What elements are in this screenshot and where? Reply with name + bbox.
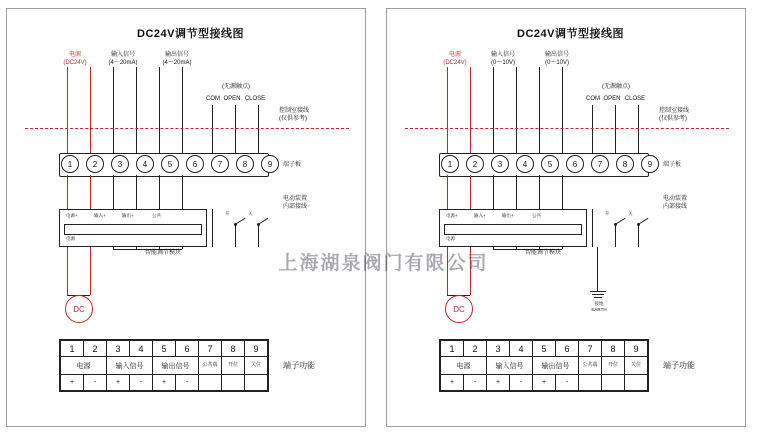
top-label-output-left: 输出信号 (4～20mA) bbox=[162, 52, 192, 67]
panel-title-left: DC24V调节型接线图 bbox=[137, 28, 244, 40]
cell-func-output-right: 输出信号 bbox=[533, 357, 579, 375]
wire-open-left bbox=[235, 105, 236, 153]
terminal-1-left[interactable]: 1 bbox=[61, 155, 79, 173]
terminal-6-left[interactable]: 6 bbox=[186, 155, 204, 173]
terminal-row-right bbox=[441, 155, 659, 173]
cell-num-1-left: 1 bbox=[61, 341, 84, 357]
cell-func-input-right: 输入信号 bbox=[487, 357, 533, 375]
cell-num-5-right: 5 bbox=[533, 341, 556, 357]
cell-pol-9-right bbox=[625, 375, 648, 391]
cell-num-7-left: 7 bbox=[199, 341, 222, 357]
cell-pol-2-right: - bbox=[464, 375, 487, 391]
wire-output-minus-right bbox=[562, 67, 563, 153]
terminal-6-right[interactable]: 6 bbox=[566, 155, 584, 173]
module-label-right: 智能调节模块 bbox=[525, 250, 562, 256]
terminal-2-right[interactable]: 2 bbox=[466, 155, 484, 173]
cell-num-3-right: 3 bbox=[487, 341, 510, 357]
cell-num-1-right: 1 bbox=[441, 341, 464, 357]
cell-num-7-right: 7 bbox=[579, 341, 602, 357]
terminal-1-right[interactable]: 1 bbox=[441, 155, 459, 173]
terminal-board-label-left: 端子板 bbox=[283, 162, 302, 168]
contact-label-close-right: CLOSE bbox=[624, 96, 646, 102]
terminal-function-table-left bbox=[59, 339, 269, 392]
dashed-note-left: 控制室接线 (仅供参考) bbox=[279, 108, 310, 123]
wire-close-left bbox=[258, 105, 259, 153]
cell-func-open-left: 开位 bbox=[222, 357, 245, 375]
terminal-4-left[interactable]: 4 bbox=[136, 155, 154, 173]
contact-label-open-left: OPEN bbox=[223, 96, 241, 102]
module-label-left: 智能调节模块 bbox=[145, 250, 182, 256]
dashed-note-right: 控制室接线 (仅供参考) bbox=[659, 108, 690, 123]
contact-label-close-left: CLOSE bbox=[244, 96, 266, 102]
terminal-function-table-right bbox=[439, 339, 649, 392]
terminal-7-right[interactable]: 7 bbox=[591, 155, 609, 173]
top-label-input-left: 输入信号 (4～20mA) bbox=[108, 52, 138, 67]
cell-pol-7-right bbox=[579, 375, 602, 391]
earth-label-right: 接地 EARTH bbox=[591, 301, 607, 312]
table-title-right: 端子功能 bbox=[663, 361, 695, 370]
table-row-polarity-left bbox=[61, 375, 268, 391]
cell-num-6-left: 6 bbox=[176, 341, 199, 357]
control-module-left: 电源+ 输入+ 输出+ 公共 电源 bbox=[59, 209, 207, 247]
terminal-3-left[interactable]: 3 bbox=[111, 155, 129, 173]
terminal-7-left[interactable]: 7 bbox=[211, 155, 229, 173]
cell-func-open-right: 开位 bbox=[602, 357, 625, 375]
table-row-functions-right bbox=[441, 357, 648, 375]
control-module-right: 电源+ 输入+ 输出+ 公共 电源 bbox=[439, 209, 587, 247]
cell-func-power-left: 电源 bbox=[61, 357, 107, 375]
wire-input-minus-right bbox=[516, 67, 517, 153]
top-label-output-right: 输出信号 (0～10V) bbox=[544, 52, 569, 67]
cell-num-5-left: 5 bbox=[153, 341, 176, 357]
cell-num-3-left: 3 bbox=[107, 341, 130, 357]
control-room-divider-left bbox=[25, 128, 349, 129]
wire-output-plus-right bbox=[539, 67, 540, 153]
terminal-2-left[interactable]: 2 bbox=[86, 155, 104, 173]
terminal-9-left[interactable]: 9 bbox=[261, 155, 279, 173]
company-watermark: 上海湖泉阀门有限公司 bbox=[278, 253, 489, 274]
cell-num-8-left: 8 bbox=[222, 341, 245, 357]
cell-pol-7-left bbox=[199, 375, 222, 391]
contact-note-left: (无源触点) bbox=[222, 84, 250, 90]
cell-pol-9-left bbox=[245, 375, 268, 391]
cell-pol-4-right: - bbox=[510, 375, 533, 391]
control-room-divider-right bbox=[405, 128, 729, 129]
device-label-right: 电动装置 内部接线 bbox=[663, 196, 688, 211]
top-label-power-right: 电源 (DC24V) bbox=[443, 52, 467, 67]
dc-source-left: DC bbox=[65, 295, 93, 323]
terminal-8-right[interactable]: 8 bbox=[616, 155, 634, 173]
table-row-numbers-right bbox=[441, 341, 648, 357]
cell-func-close-left: 关位 bbox=[245, 357, 268, 375]
cell-num-9-left: 9 bbox=[245, 341, 268, 357]
terminal-board-label-right: 端子板 bbox=[663, 162, 682, 168]
wire-open-right bbox=[615, 105, 616, 153]
cell-pol-2-left: - bbox=[84, 375, 107, 391]
cell-pol-8-left bbox=[222, 375, 245, 391]
cell-func-common-left: 公共端 bbox=[199, 357, 222, 375]
switch-group-right: 开 关 bbox=[587, 209, 647, 247]
wire-power-plus-right bbox=[447, 67, 448, 153]
wire-power-plus-left bbox=[67, 67, 68, 153]
wire-com-right bbox=[592, 105, 593, 153]
wiring-diagram-panel-left bbox=[6, 8, 366, 427]
cell-func-input-left: 输入信号 bbox=[107, 357, 153, 375]
panel-title-right: DC24V调节型接线图 bbox=[517, 28, 624, 40]
wire-input-plus-left bbox=[113, 67, 114, 153]
terminal-9-right[interactable]: 9 bbox=[641, 155, 659, 173]
switch-group-left: 开 关 bbox=[207, 209, 267, 247]
contact-label-com-right: COM bbox=[586, 96, 600, 102]
cell-num-6-right: 6 bbox=[556, 341, 579, 357]
table-row-polarity-right bbox=[441, 375, 648, 391]
top-label-power-left: 电源 (DC24V) bbox=[63, 52, 87, 67]
top-label-input-right: 输入信号 (0～10V) bbox=[490, 52, 515, 67]
cell-func-output-left: 输出信号 bbox=[153, 357, 199, 375]
contact-label-com-left: COM bbox=[206, 96, 220, 102]
terminal-8-left[interactable]: 8 bbox=[236, 155, 254, 173]
wire-close-right bbox=[638, 105, 639, 153]
cell-pol-5-right: + bbox=[533, 375, 556, 391]
cell-pol-6-left: - bbox=[176, 375, 199, 391]
wire-output-minus-left bbox=[182, 67, 183, 153]
cell-num-2-right: 2 bbox=[464, 341, 487, 357]
cell-num-4-right: 4 bbox=[510, 341, 533, 357]
terminal-4-right[interactable]: 4 bbox=[516, 155, 534, 173]
wiring-diagram-panel-right bbox=[386, 8, 746, 427]
cell-func-common-right: 公共端 bbox=[579, 357, 602, 375]
cell-pol-3-left: + bbox=[107, 375, 130, 391]
dc-source-right: DC bbox=[445, 295, 473, 323]
wire-power-minus-left bbox=[90, 67, 91, 153]
cell-num-4-left: 4 bbox=[130, 341, 153, 357]
terminal-3-right[interactable]: 3 bbox=[491, 155, 509, 173]
cell-pol-3-right: + bbox=[487, 375, 510, 391]
wire-input-minus-left bbox=[136, 67, 137, 153]
terminal-row-left bbox=[61, 155, 279, 173]
cell-pol-8-right bbox=[602, 375, 625, 391]
terminal-5-left[interactable]: 5 bbox=[161, 155, 179, 173]
cell-pol-1-right: + bbox=[441, 375, 464, 391]
wire-com-left bbox=[212, 105, 213, 153]
cell-num-8-right: 8 bbox=[602, 341, 625, 357]
cell-func-power-right: 电源 bbox=[441, 357, 487, 375]
cell-pol-1-left: + bbox=[61, 375, 84, 391]
cell-pol-6-right: - bbox=[556, 375, 579, 391]
cell-pol-4-left: - bbox=[130, 375, 153, 391]
wire-output-plus-left bbox=[159, 67, 160, 153]
cell-func-close-right: 关位 bbox=[625, 357, 648, 375]
device-label-left: 电动装置 内部接线 bbox=[283, 196, 308, 211]
wire-power-minus-right bbox=[470, 67, 471, 153]
table-title-left: 端子功能 bbox=[283, 361, 315, 370]
cell-pol-5-left: + bbox=[153, 375, 176, 391]
wire-input-plus-right bbox=[493, 67, 494, 153]
cell-num-2-left: 2 bbox=[84, 341, 107, 357]
contact-label-open-right: OPEN bbox=[603, 96, 621, 102]
table-row-numbers-left bbox=[61, 341, 268, 357]
contact-note-right: (无源触点) bbox=[602, 84, 630, 90]
cell-num-9-right: 9 bbox=[625, 341, 648, 357]
table-row-functions-left bbox=[61, 357, 268, 375]
terminal-5-right[interactable]: 5 bbox=[541, 155, 559, 173]
